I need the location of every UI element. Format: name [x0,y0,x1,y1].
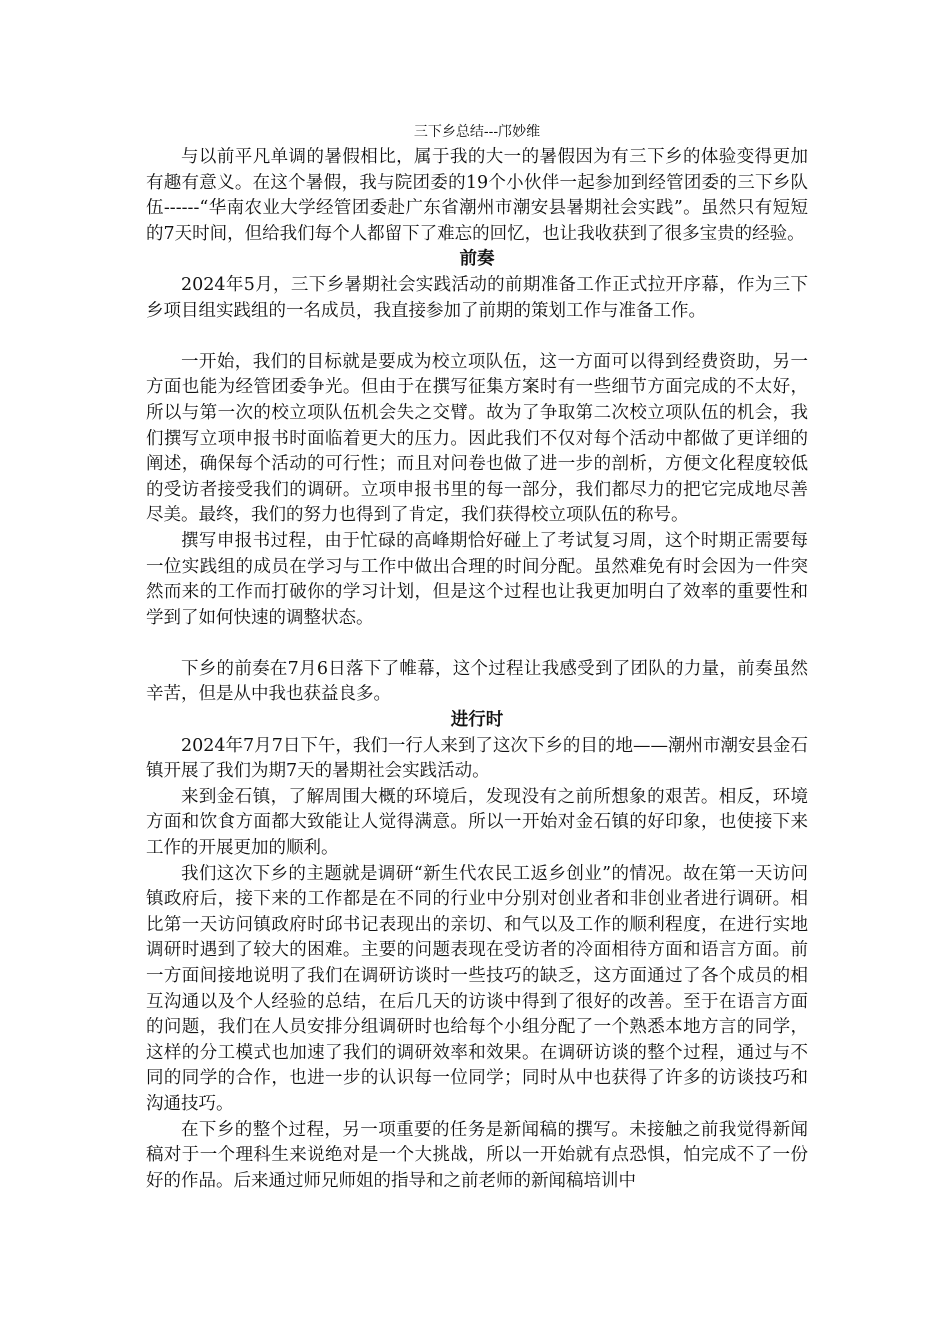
section-heading-prelude: 前奏 [459,249,495,270]
paragraph: 2024年5月，三下乡暑期社会实践活动的前期准备工作正式拉开序幕，作为三下乡项目组实践组的一名成员，我直接参加了前期的策划工作与准备工作。 [146,274,808,321]
blank-line [146,631,808,657]
blank-line [146,324,808,350]
document-page [146,121,808,1194]
paragraph: 2024年7月7日下午，我们一行人来到了这次下乡的目的地——潮州市潮安县金石镇开展了我们为期7天的暑期社会实践活动。 [146,735,808,782]
paragraph: 我们这次下乡的主题就是调研“新生代农民工返乡创业”的情况。故在第一天访问镇政府后，接下来的工作都是在不同的行业中分别对创业者和非创业者进行调研。相比第一天访问镇政府时邱书记表现出的亲切、和气以及工作的顺利程度，在进行实地调研时遇到了较大的困难。主要的问题表现在受访者的冷面相待方面和语言方面。前一方面间接地说明了我们在调研访谈时一些技巧的缺乏，这方面通过了各个成员的相互沟通以及个人经验的总结，在后几天的访谈中得到了很好的改善。至于在语言方面的问题，我们在人员安排分组调研时也给每个小组分配了一个熟悉本地方言的同学，这样的分工模式也加速了我们的调研效率和效果。在调研访谈的整个过程，通过与不同的同学的合作，也进一步的认识每一位同学；同时从中也获得了许多的访谈技巧和沟通技巧。 [146,863,808,1114]
paragraph: 一开始，我们的目标就是要成为校立项队伍，这一方面可以得到经费资助，另一方面也能为经管团委争光。但由于在撰写征集方案时有一些细节方面完成的不太好，所以与第一次的校立项队伍机会失之交臂。故为了争取第二次校立项队伍的机会，我们撰写立项申报书时面临着更大的压力。因此我们不仅对每个活动中都做了更详细的阐述，确保每个活动的可行性；而且对问卷也做了进一步的剖析，方便文化程度较低的受访者接受我们的调研。立项申报书里的每一部分，我们都尽力的把它完成地尽善尽美。最终，我们的努力也得到了肯定，我们获得校立项队伍的称号。 [146,351,808,526]
document-title: 三下乡总结---邝妙维 [413,124,541,140]
intro-paragraph: 与以前平凡单调的暑假相比，属于我的大一的暑假因为有三下乡的体验变得更加有趣有意义。在这个暑假，我与院团委的19个小伙伴一起参加到经管团委的三下乡队伍------“华南农业大学经管团委赴广东省潮州市潮安县暑期社会实践”。虽然只有短短的7天时间，但给我们每个人都留下了难忘的回忆，也让我收获到了很多宝贵的经验。 [146,147,808,244]
paragraph: 撰写申报书过程，由于忙碌的高峰期恰好碰上了考试复习周，这个时期正需要每一位实践组的成员在学习与工作中做出合理的时间分配。虽然难免有时会因为一件突然而来的工作而打破你的学习计划，但是这个过程也让我更加明白了效率的重要性和学到了如何快速的调整状态。 [146,530,808,628]
paragraph: 下乡的前奏在7月6日落下了帷幕，这个过程让我感受到了团队的力量，前奏虽然辛苦，但是从中我也获益良多。 [146,658,808,705]
paragraph: 来到金石镇，了解周围大概的环境后，发现没有之前所想象的艰苦。相反，环境方面和饮食方面都大致能让人觉得满意。所以一开始对金石镇的好印象，也使接下来工作的开展更加的顺利。 [146,786,808,859]
section-heading-in-progress: 进行时 [450,710,504,731]
paragraph: 在下乡的整个过程，另一项重要的任务是新闻稿的撰写。未接触之前我觉得新闻稿对于一个理科生来说绝对是一个大挑战，所以一开始就有点恐惧，怕完成不了一份好的作品。后来通过师兄师姐的指导和之前老师的新闻稿培训中 [146,1119,808,1191]
